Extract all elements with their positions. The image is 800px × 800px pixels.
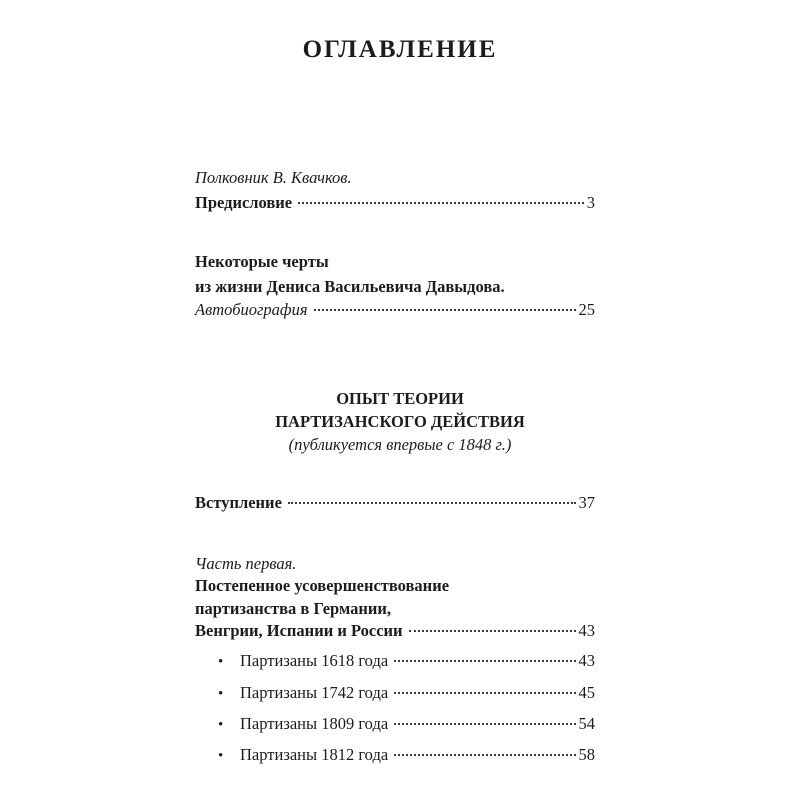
dot-leader xyxy=(394,754,575,756)
part1-title-line2: партизанства в Германии, xyxy=(195,599,391,618)
dot-leader xyxy=(394,692,575,694)
bullet-icon: • xyxy=(218,748,224,764)
entry-label: Автобиография xyxy=(195,300,308,319)
autobiography-heading-line1: Некоторые черты xyxy=(195,252,329,271)
section-heading-line2: ПАРТИЗАНСКОГО ДЕЙСТВИЯ xyxy=(275,412,525,431)
entry-label: Партизаны 1812 года xyxy=(240,745,389,764)
section-note: (публикуется впервые с 1848 г.) xyxy=(288,435,512,454)
toc-entry-autobiography[interactable] xyxy=(195,299,595,321)
dot-leader xyxy=(298,202,584,204)
toc-subentry[interactable] xyxy=(218,650,595,673)
toc-subentry[interactable] xyxy=(218,682,595,705)
page-number: 54 xyxy=(578,714,595,733)
entry-label: Партизаны 1618 года xyxy=(240,651,389,670)
part1-caption: Часть первая. xyxy=(195,554,297,573)
entry-label: Предисловие xyxy=(195,193,293,212)
dot-leader xyxy=(394,660,575,662)
page-number: 25 xyxy=(578,300,595,319)
page-number: 58 xyxy=(578,745,595,764)
toc-subentry[interactable] xyxy=(218,713,595,736)
page-number: 45 xyxy=(578,683,595,702)
dot-leader xyxy=(394,723,575,725)
toc-entry-foreword[interactable] xyxy=(195,192,595,214)
dot-leader xyxy=(314,309,576,311)
toc-entry-intro[interactable] xyxy=(195,492,595,514)
bullet-icon: • xyxy=(218,717,224,733)
toc-entry-part1[interactable] xyxy=(195,620,595,642)
part1-title-line1: Постепенное усовершенствование xyxy=(195,576,450,595)
autobiography-heading-line2: из жизни Дениса Васильевича Давыдова. xyxy=(195,277,505,296)
toc-subentry[interactable] xyxy=(218,744,595,767)
page-number: 3 xyxy=(586,193,595,212)
foreword-author: Полковник В. Квачков. xyxy=(195,168,352,187)
section-heading-line1: ОПЫТ ТЕОРИИ xyxy=(336,389,464,408)
page-number: 37 xyxy=(578,493,595,512)
entry-label: Венгрии, Испании и России xyxy=(195,621,403,640)
entry-label: Партизаны 1742 года xyxy=(240,683,389,702)
page-number: 43 xyxy=(578,621,595,640)
page-title: ОГЛАВЛЕНИЕ xyxy=(302,36,498,63)
dot-leader xyxy=(409,630,576,632)
dot-leader xyxy=(288,502,576,504)
bullet-icon: • xyxy=(218,654,224,670)
page-number: 43 xyxy=(578,651,595,670)
entry-label: Партизаны 1809 года xyxy=(240,714,389,733)
bullet-icon: • xyxy=(218,686,224,702)
entry-label: Вступление xyxy=(195,493,282,512)
